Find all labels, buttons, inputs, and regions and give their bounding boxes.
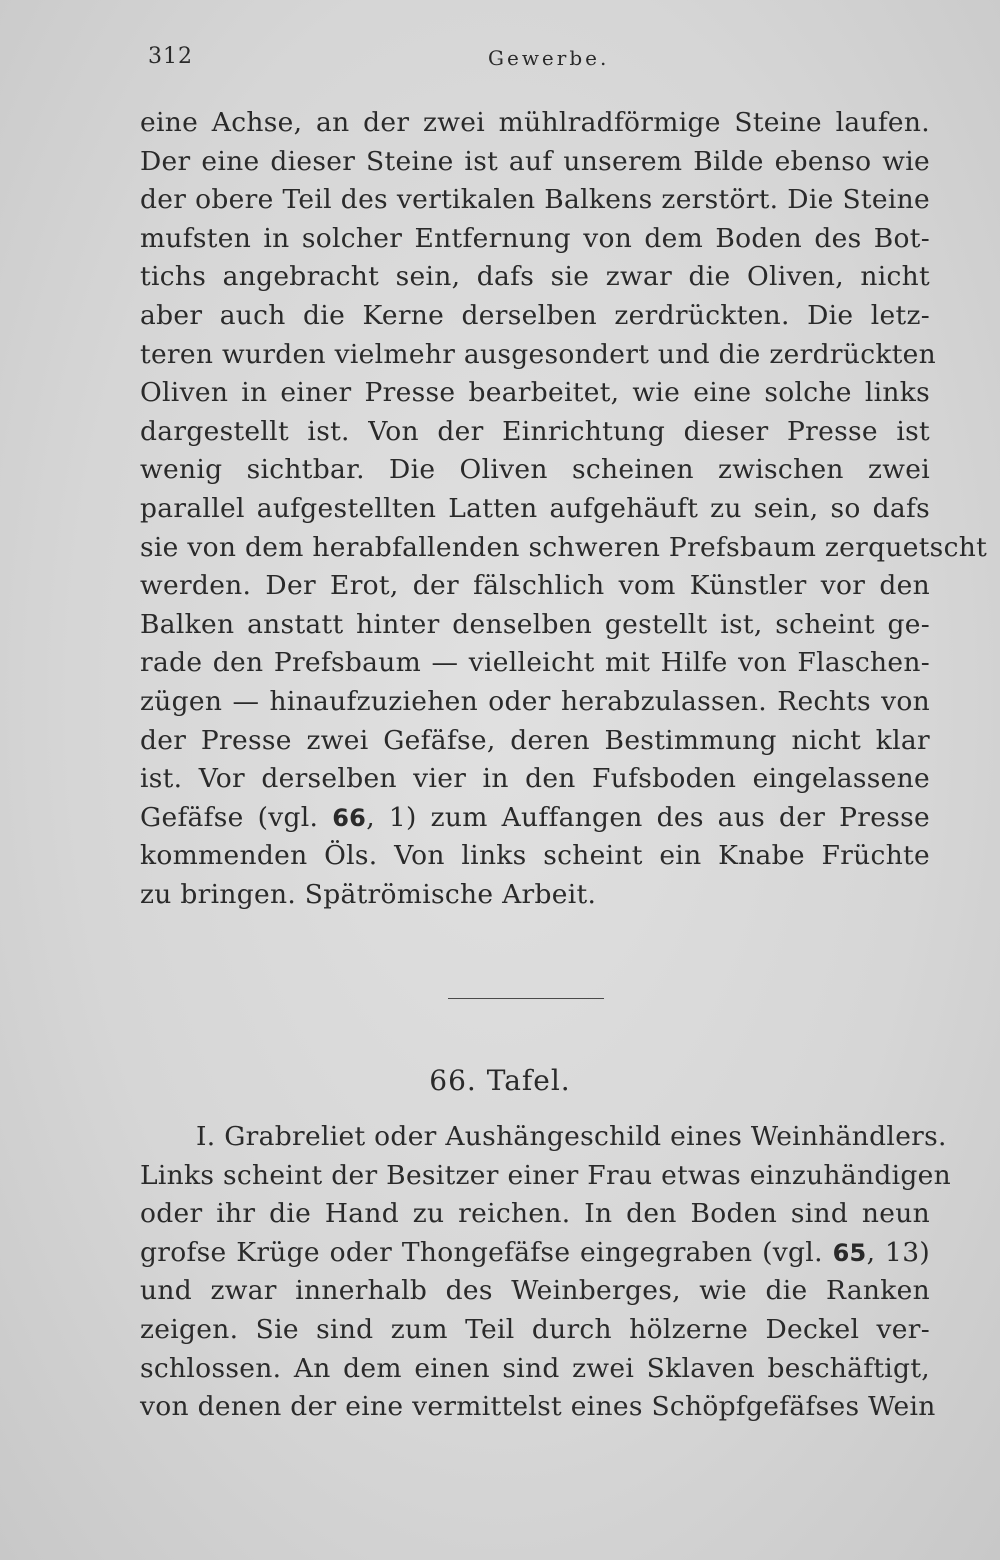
text-line: wenig sichtbar. Die Oliven scheinen zwischen zwei [140,454,930,486]
text-line: Oliven in einer Presse bearbeitet, wie eine solche links [140,377,930,409]
text-line: ist. Vor derselben vier in den Fufsboden eingelassene [140,763,930,795]
paragraph-oil-press [140,104,988,914]
text-line: der obere Teil des vertikalen Balkens zerstört. Die Steine [140,184,930,216]
text-segment: Gefäfse (vgl. [140,801,333,833]
text-segment: grofse Krüge oder Thongefäfse eingegraben (vgl. [140,1236,833,1268]
plate-heading: 66. Tafel. [429,1064,571,1097]
text-line: sie von dem herabfallenden schweren Prefsbaum zerquetscht [140,531,988,563]
text-line: der Presse zwei Gefäfse, deren Bestimmung nicht klar [140,724,930,756]
text-line: und zwar innerhalb des Weinberges, wie die Ranken [140,1275,930,1307]
text-line: mufsten in solcher Entfernung von dem Boden des Bot- [140,222,930,254]
text-line: Der eine dieser Steine ist auf unserem Bilde ebenso wie [140,145,930,177]
text-segment: I. Grabreliet oder Aushängeschild eines Weinhändlers. [196,1121,947,1152]
text-segment: , 1) zum Auffangen des aus der Presse [366,801,930,833]
plate-reference: 65 [832,1238,867,1267]
text-line: dargestellt ist. Von der Einrichtung dieser Presse ist [140,415,930,447]
text-line: Links scheint der Besitzer einer Frau etwas einzuhändigen [140,1159,951,1191]
page-number: 312 [148,44,193,69]
text-line: werden. Der Erot, der fälschlich vom Künstler vor den [140,570,930,602]
paragraph-wine-merchant [140,1118,951,1427]
text-segment: , 13) [866,1236,931,1268]
text-line: rade den Prefsbaum — vielleicht mit Hilfe von Flaschen- [140,647,930,679]
text-line: eine Achse, an der zwei mühlradförmige Steine laufen. [140,107,930,138]
running-title: Gewerbe. [488,46,610,70]
plate-reference: 66 [332,803,367,832]
text-line-with-reference [140,1234,930,1273]
text-line: Balken anstatt hinter denselben gestellt ist, scheint ge- [140,608,930,640]
text-line: schlossen. An dem einen sind zwei Sklaven beschäftigt, [140,1352,930,1384]
text-line [140,1118,947,1157]
text-line: zügen — hinaufzuziehen oder herabzulassen. Rechts von [140,685,930,717]
text-line: tichs angebracht sein, dafs sie zwar die Oliven, nicht [140,261,930,293]
text-line: aber auch die Kerne derselben zerdrückten. Die letz- [140,299,930,331]
section-divider [448,998,604,999]
text-line: teren wurden vielmehr ausgesondert und die zerdrückten [140,338,936,370]
text-line: von denen der eine vermittelst eines Schöpfgefäfses Wein [140,1391,936,1423]
text-line-with-reference [140,799,930,838]
page-header [148,44,928,80]
text-line: zeigen. Sie sind zum Teil durch hölzerne Deckel ver- [140,1313,930,1345]
text-line: oder ihr die Hand zu reichen. In den Boden sind neun [140,1198,930,1230]
text-line: parallel aufgestellten Latten aufgehäuft zu sein, so dafs [140,492,930,524]
text-line: kommenden Öls. Von links scheint ein Knabe Früchte [140,840,930,872]
text-line: zu bringen. Spätrömische Arbeit. [140,878,597,910]
